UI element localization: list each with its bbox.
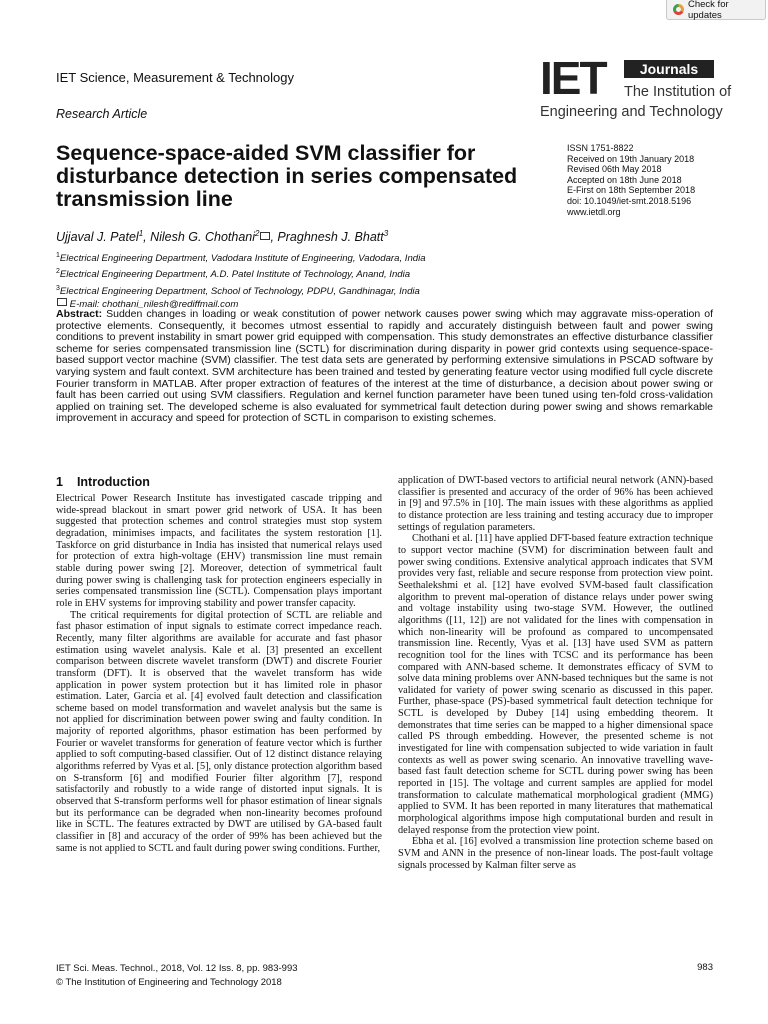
website-link[interactable]: www.ietdl.org [567,206,621,217]
email-icon [57,298,67,306]
check-updates-icon [673,4,684,15]
abstract-text: Sudden changes in loading or weak constitution of power network causes power swing which may aggravate miss-operation of protective elements. Consequently, it becomes utmost essential to rapidly and accurately distinguish between fault and power swing conditions to prevent instability in smart power grid equipped with compensation. This study demonstrates an effective disturbance classifier scheme for series compensated transmission line (SCTL) for discrimination during disparity in power grid contexts using sequence-space-based support vector machine (SVM) classifier. The test data sets are generated by performing extensive simulations in PSCAD software by varying system and fault context. SVM architecture has been trained and tested by generating feature vector using modified full cycle discrete Fourier transform in MATLAB. After proper extraction of features of the interest at the time of disturbance, a decision about power swing or fault has been carried out using SVM classifiers. Regulation and kernel function parameter have been tuned using ten-fold cross-validation applied on training set. The developed scheme is also evaluated for symmetrical fault detection during power swing and shows remarkable improvement in accuracy and speed for protection of SCTL in comparison to existing schemes. [56,308,713,425]
logo-institution-line1: The Institution of [624,84,732,100]
affiliation-item [56,282,426,298]
section-heading [56,475,164,489]
abstract-label: Abstract: [56,308,103,320]
footer-citation [56,962,298,989]
copyright-line: © The Institution of Engineering and Technology 2018 [56,976,282,988]
author-sup: 3 [383,229,389,238]
author-sup: 1 [138,229,144,238]
affiliation-text: Electrical Engineering Department, Vadodara Institute of Engineering, Vadodara, India [59,253,426,265]
logo-mark: IET [540,52,606,104]
journal-name: IET Science, Measurement & Technology [56,70,294,85]
page-number: 983 [697,962,713,973]
author-name[interactable]: Praghnesh J. Bhatt [277,230,384,245]
logo-journals-badge: Journals [624,60,714,78]
affiliation-sup: 3 [56,284,60,292]
paper-title: Sequence-space-aided SVM classifier for disturbance detection in series compensated transmission line [56,141,518,211]
revised-date: Revised 06th May 2018 [567,164,662,175]
abstract [56,309,713,425]
issn: ISSN 1751-8822 [567,143,634,153]
e-first-date: E-First on 18th September 2018 [567,185,696,196]
citation-line: IET Sci. Meas. Technol., 2018, Vol. 12 Iss. 8, pp. 983-993 [56,963,298,974]
section-number: 1 [56,475,63,489]
affiliation-sup: 1 [56,252,60,259]
author-name[interactable]: Nilesh G. Chothani [150,230,256,245]
logo-institution-line2: Engineering and Technology [540,104,723,120]
affiliations [56,249,426,312]
affiliation-text: Electrical Engineering Department, A.D. Patel Institute of Technology, Anand, India [59,269,411,281]
paragraph: application of DWT-based vectors to artificial neural network (ANN)-based classifier is presented and accuracy of the order of 96% has been achieved in [9] and 97.5% in [10]. The main issues with these algorithms as applied to distance protection are less training and testing accuracy due to improper settings of regulation parameters. [398,475,713,533]
author-sup: 2 [255,229,260,238]
iet-logo [540,52,732,124]
email-address[interactable]: E-mail: chothani_nilesh@rediffmail.com [69,299,239,311]
paragraph: Ebha et al. [16] evolved a transmission line protection scheme based on SVM and ANN in the presence of non-linear loads. The post-fault voltage signals processed by Kalman filter serve as [398,836,713,871]
article-type: Research Article [56,107,148,121]
paragraph: The critical requirements for digital protection of SCTL are reliable and fast phasor estimation of input signals to estimate correct impedance reach. Recently, many filter algorithms are available for accurate and fast phasor estimation using wavelet analysis. Kale et al. [3] presented an excellent comparison between discrete wavelet transform (DWT) and discrete Fourier transform (DFT). It is observed that the wavelet transform has wide application in power system protection but it has limited role in phasor estimation. Later, Garcia et al. [4] evolved fault detection and classification scheme based on model transformation and wavelet analysis but the same is not applied for discrimination between power swing and faulty condition. In majority of reported algorithms, phasor estimation has been performed by Fourier or wavelet transforms for generation of feature vector which is further applied to soft computing-based classifier. Out of 12 distinct distance relaying algorithms referred by Vyas et al. [5], only distance protection algorithm based on S-transform [6] and modified Fourier filter algorithm [7], respond satisfactorily and robustly to a wide range of distorted input signals. It is observed that S-transform performs well for phasor estimation of linear signals but its performance can be degraded when non-linearity becomes profound like in SCTL. The features extracted by DWT are utilised by GA-based fault classifier in [8] and accuracy of the order of 99% has been achieved but the same is not applied to SCTL and fault during power swing conditions. Further, [56,609,382,854]
doi-link[interactable]: doi: 10.1049/iet-smt.2018.5196 [567,195,692,206]
paragraph: Electrical Power Research Institute has investigated cascade tripping and wide-spread blackout in smart power grid network of USA. It has been suggested that protection schemes and control strategies must stop system degradation, minimises impacts, and facilitates the system restoration [1]. Taskforce on grid disturbance in India has insisted that numerical relays used for protection of extra high-voltage (EHV) transmission line must remain stable during power swing [2]. Moreover, detection of symmetrical fault during power swing is challenging task for protection engineers especially in series compensated transmission line (SCTL). Compensation plays important role in EHV systems for improving stability and power transfer capacity. [56,493,382,609]
affiliation-item [56,265,426,281]
section-title: Introduction [76,475,150,489]
author-list: Ujjaval J. Patel$^1$, Nilesh G. Chothani$^2$ , Praghnesh J. Bhatt$^3$ [56,229,389,245]
check-for-updates-button[interactable] [666,0,766,20]
received-date: Received on 19th January 2018 [567,153,695,164]
affiliation-sup: 2 [56,268,60,276]
affiliation-item [56,249,426,265]
corresponding-mail-icon [260,232,270,240]
affiliation-text: Electrical Engineering Department, School of Technology, PDPU, Gandhinagar, India [59,286,420,298]
right-text-column [398,475,713,871]
author-name[interactable]: Ujjaval J. Patel [56,230,139,245]
accepted-date: Accepted on 18th June 2018 [567,174,682,185]
check-updates-label: Check for updates [687,0,729,21]
paragraph: Chothani et al. [11] have applied DFT-based feature extraction technique to support vector machine (SVM) for discrimination between fault and power swing conditions. Extensive analytical approach indicates that SVM provides very fast, reliable and secure response from protection view point. Seethalekshmi et al. [12] have evolved SVM-based fault classification algorithm to prevent mal-operation of distance relays under power swing and voltage instability using two-stage SVM. However, the outlined algorithms ([11, 12]) are not validated for the lines with compensation in which non-linearity will be profound as compared to uncompensated transmission line. Recently, Vyas et al. [13] have used SVM as pattern recognition tool for the lines with TCSC and its performance has been compared with ANN-based scheme. It demonstrates efficacy of SVM to solve data mining problems over ANN-based techniques but the same is not validated for variety of power swing scenario as discussed in this paper. Further, phase-space (PS)-based symmetrical fault detection technique for SCTL is developed by Dubey [14] using embedding theorem. It demonstrates that time series can be mapped to a higher dimensional space called PS through embedding. However, the presented scheme is not investigated for line with compensation subjected to wide variation in fault contexts as well as power swing scenario. An innovative travelling wave-based fast fault detection scheme for SCTL during power swing has been reported in [15]. The voltage and current samples are applied for model transformation to calculate mathematical morphological gradient (MMG) applied to SVM. It has been reported in many literatures that mathematical morphological algorithms impose high computational burden and result in delayed response from the protection view point. [398,533,713,836]
left-text-column [56,493,382,854]
article-metadata [567,143,695,217]
